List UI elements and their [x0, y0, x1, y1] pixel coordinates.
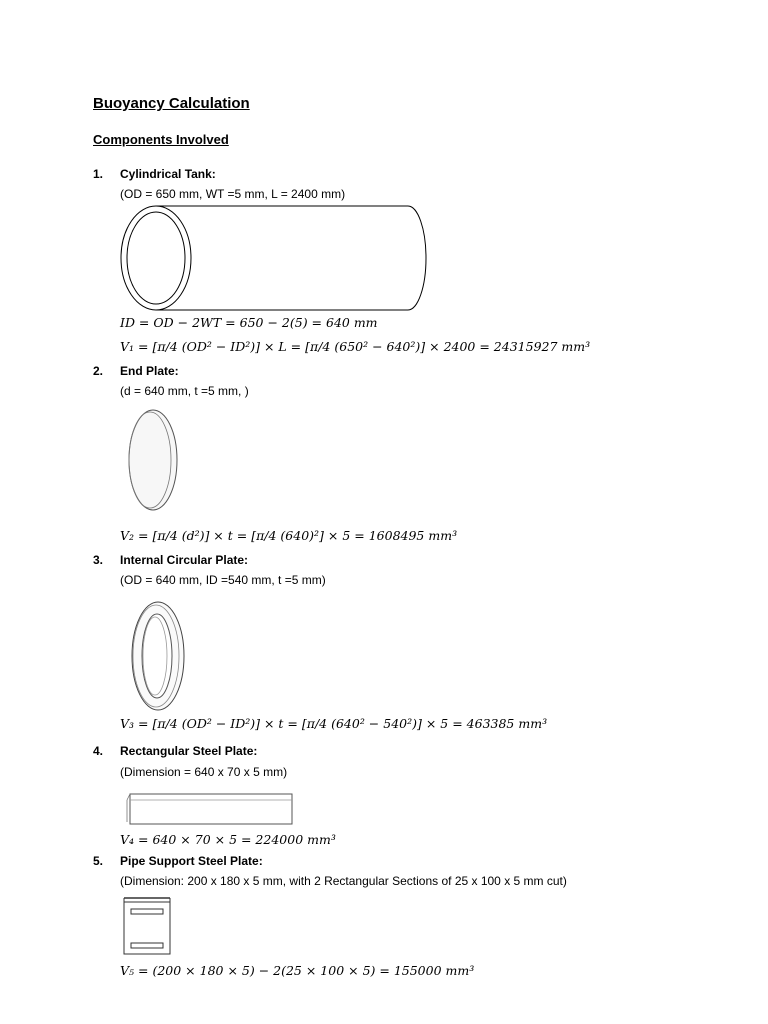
ring-drawing — [130, 600, 186, 712]
equation-v3: V₃ = [π/4 (OD² − ID²)] × t = [π/4 (640² − 540²)] × 5 = 463385 mm³ — [120, 716, 548, 731]
item-name-1: Cylindrical Tank: — [120, 167, 216, 181]
item-number-3: 3. — [93, 553, 104, 567]
item-number-5: 5. — [93, 854, 104, 868]
disc-drawing — [126, 408, 180, 512]
item-dims-5: (Dimension: 200 x 180 x 5 mm, with 2 Rectangular Sections of 25 x 100 x 5 mm cut) — [120, 874, 567, 888]
bar-drawing — [126, 792, 294, 826]
item-dims-3: (OD = 640 mm, ID =540 mm, t =5 mm) — [120, 573, 326, 587]
item-name-3: Internal Circular Plate: — [120, 553, 249, 567]
item-name-2: End Plate: — [120, 364, 179, 378]
equation-v1: V₁ = [π/4 (OD² − ID²)] × L = [π/4 (650² − 640²)] × 2400 = 24315927 mm³ — [120, 339, 591, 354]
equation-v4: V₄ = 640 × 70 × 5 = 224000 mm³ — [120, 832, 336, 847]
page-title: Buoyancy Calculation — [93, 95, 250, 112]
item-number-4: 4. — [93, 744, 104, 758]
item-name-5: Pipe Support Steel Plate: — [120, 854, 263, 868]
item-dims-2: (d = 640 mm, t =5 mm, ) — [120, 384, 249, 398]
item-dims-1: (OD = 650 mm, WT =5 mm, L = 2400 mm) — [120, 187, 346, 201]
equation-v2: V₂ = [π/4 (d²)] × t = [π/4 (640)²] × 5 = 1608495 mm³ — [120, 528, 458, 543]
item-name-4: Rectangular Steel Plate: — [120, 744, 258, 758]
cylinder-drawing — [118, 204, 432, 314]
section-title: Components Involved — [93, 132, 229, 147]
slotted-plate-drawing — [122, 896, 172, 956]
equation-v5: V₅ = (200 × 180 × 5) − 2(25 × 100 × 5) = 155000 mm³ — [120, 963, 475, 978]
item-number-1: 1. — [93, 167, 104, 181]
item-dims-4: (Dimension = 640 x 70 x 5 mm) — [120, 765, 288, 779]
equation-id: ID = OD − 2WT = 650 − 2(5) = 640 mm — [120, 315, 378, 330]
item-number-2: 2. — [93, 364, 104, 378]
